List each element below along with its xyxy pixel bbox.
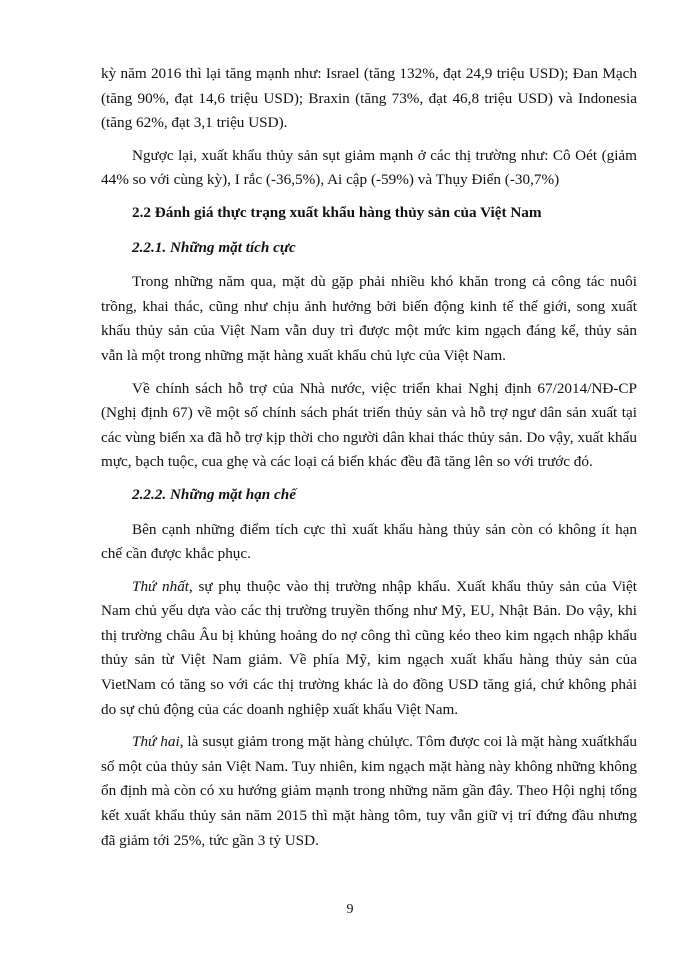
second-point-lead: Thứ hai bbox=[132, 733, 180, 751]
first-point-text: , sự phụ thuộc vào thị trường nhập khẩu. Xuất khẩu thủy sản của Việt Nam chủ yếu dựa vào các thị trường truyền thống như Mỹ, EU, Nhật Bản. Do vậy, khi thị trường châu Âu bị khủng hoảng do nợ công thì cũng kéo theo kim ngạch nhập khẩu thủy sản từ Việt Nam giảm. Về phía Mỹ, kim ngạch xuất khẩu hàng thủy sản của VietNam có tăng so với các thị trường khác là do đồng USD tăng giá, chứ không phải do sự chủ động của các doanh nghiệp xuất khẩu Việt Nam. bbox=[101, 577, 637, 718]
paragraph-first-point bbox=[101, 575, 637, 723]
subsection-heading-positive: 2.2.1. Những mặt tích cực bbox=[132, 238, 296, 256]
subsection-heading-limitations: 2.2.2. Những mặt hạn chế bbox=[132, 485, 296, 503]
second-point-text: , là susụt giảm trong mặt hàng chủlực. Tôm được coi là mặt hàng xuấtkhẩu số một của thủy sản Việt Nam. Tuy nhiên, kim ngạch mặt hàng này không những không ổn định mà còn có xu hướng giảm mạnh trong những năm gần đây. Theo Hội nghị tổng kết xuất khẩu thủy sản năm 2015 thì mặt hàng tôm, tuy vẫn giữ vị trí đứng đầu nhưng đã giảm tới 25%, tức gần 3 tỷ USD. bbox=[101, 733, 637, 849]
paragraph-positive-1: Trong những năm qua, mặt dù gặp phải nhiều khó khăn trong cả công tác nuôi trồng, khai thác, cũng như chịu ảnh hưởng bởi biến động kinh tế thế giới, song xuất khẩu thủy sản của Việt Nam vẫn duy trì được một mức kim ngạch đáng kể, thủy sản vẫn là một trong những mặt hàng xuất khẩu chủ lực của Việt Nam. bbox=[101, 273, 637, 364]
document-body bbox=[101, 62, 637, 861]
paragraph-limitations-intro: Bên cạnh những điểm tích cực thì xuất khẩu hàng thủy sản còn có không ít hạn chế cần được khắc phục. bbox=[101, 520, 637, 563]
page-number: 9 bbox=[346, 902, 354, 917]
section-heading: 2.2 Đánh giá thực trạng xuất khẩu hàng thủy sản của Việt Nam bbox=[132, 203, 542, 221]
paragraph-second-point bbox=[101, 730, 637, 853]
first-point-lead: Thứ nhất bbox=[132, 577, 190, 595]
paragraph-positive-2: Về chính sách hỗ trợ của Nhà nước, việc triển khai Nghị định 67/2014/NĐ-CP (Nghị định 67) về một số chính sách phát triển thủy sản và hỗ trợ ngư dân sản xuất tại các vùng biển xa đã hỗ trợ kịp thời cho người dân khai thác thủy sản. Do vậy, xuất khẩu mực, bạch tuộc, cua ghẹ và các loại cá biển khác đều đã tăng lên so với trước đó. bbox=[101, 379, 637, 471]
paragraph-continuation: kỳ năm 2016 thì lại tăng mạnh như: Israel (tăng 132%, đạt 24,9 triệu USD); Đan Mạch (tăng 90%, đạt 14,6 triệu USD); Braxin (tăng 73%, đạt 46,8 triệu USD) và Indonesia (tăng 62%, đạt 3,1 triệu USD). bbox=[101, 65, 637, 132]
paragraph-decline-markets: Ngược lại, xuất khẩu thủy sản sụt giảm mạnh ở các thị trường như: Cô Oét (giảm 44% so với cùng kỳ), I rắc (-36,5%), Ai cập (-59%) và Thụy Điển (-30,7%) bbox=[101, 146, 637, 189]
